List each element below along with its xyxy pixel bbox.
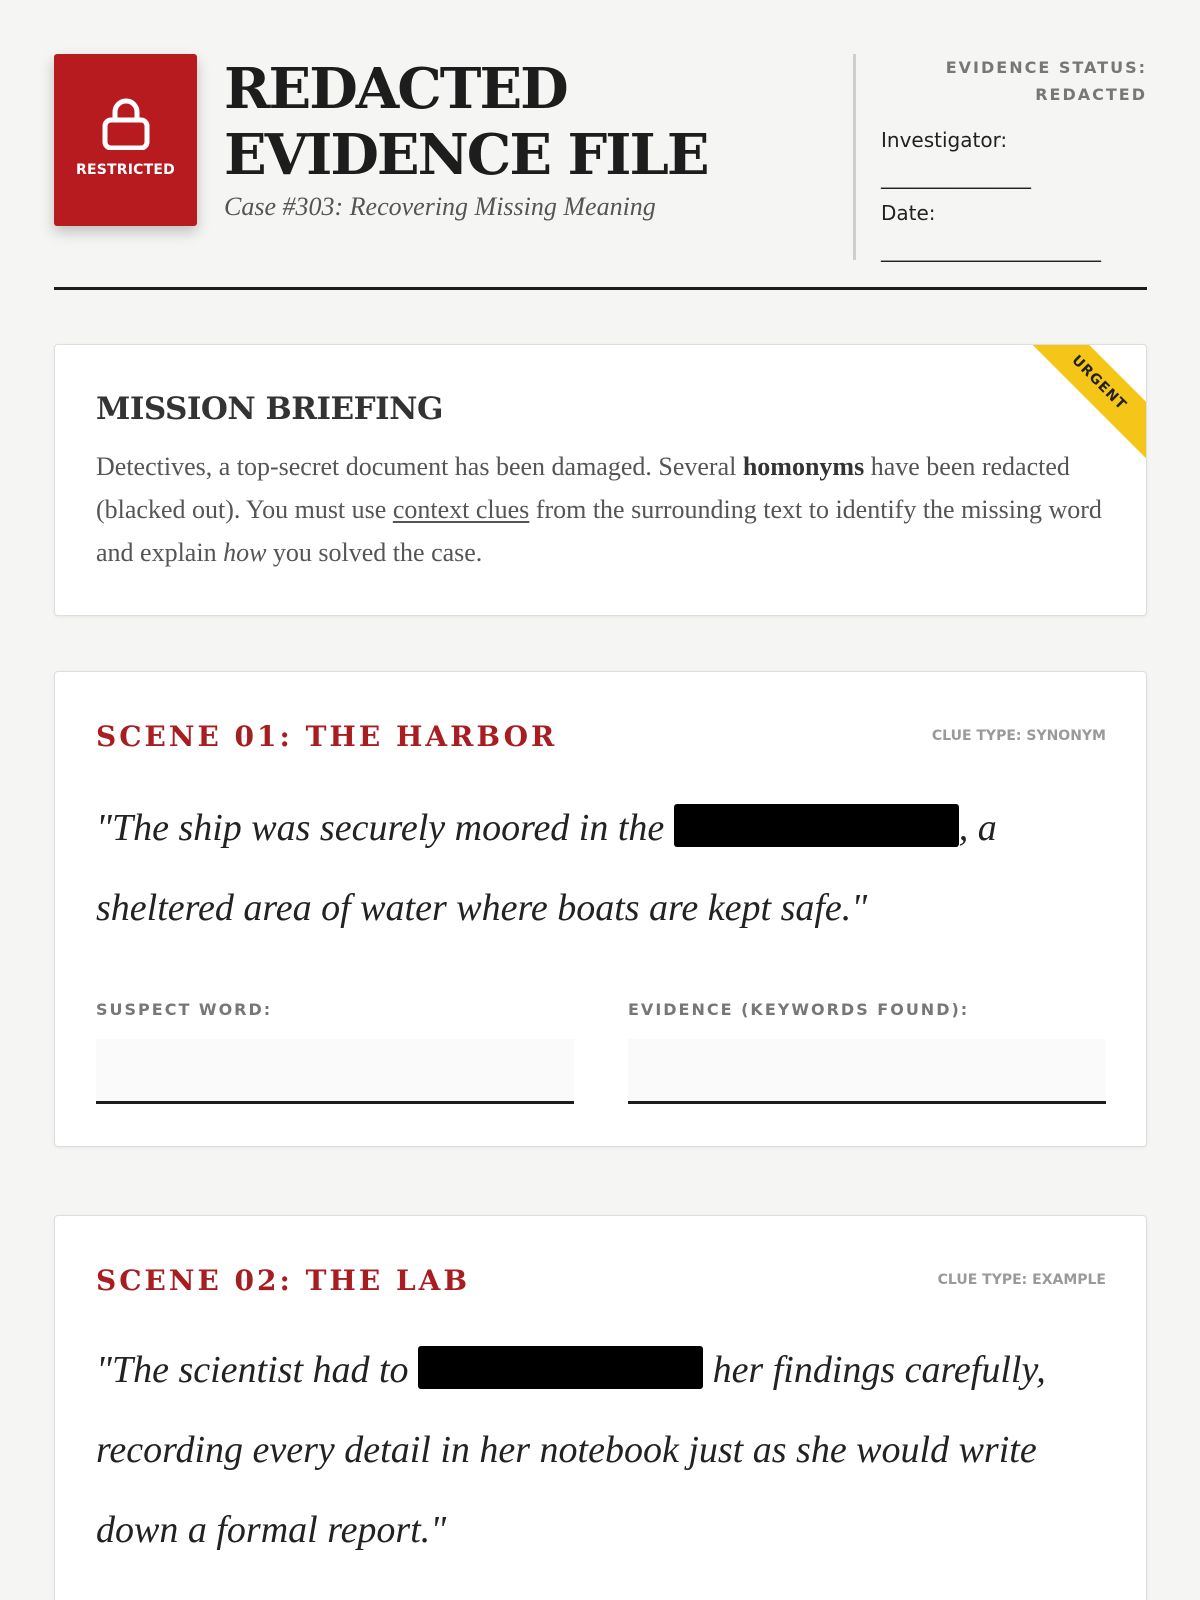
- mission-briefing-card: [54, 344, 1147, 616]
- briefing-keyword-context-clues: context clues: [392, 495, 530, 524]
- page-subtitle: Case #303: Recovering Missing Meaning: [224, 192, 656, 221]
- badge-label: RESTRICTED: [76, 162, 175, 178]
- investigator-label: Investigator:: [881, 128, 1008, 152]
- lock-icon: [102, 98, 150, 150]
- title-block: [224, 54, 849, 222]
- date-line[interactable]: ______________________: [881, 238, 1101, 262]
- briefing-text: [96, 445, 1106, 574]
- header-divider: [853, 54, 856, 260]
- briefing-text-part: from the surrounding text to identify the missing word and explain: [96, 495, 1102, 567]
- header-rule: [54, 287, 1147, 290]
- clue-type: CLUE TYPE: EXAMPLE: [937, 1272, 1106, 1288]
- evidence-status-label: EVIDENCE STATUS:: [945, 58, 1147, 77]
- redaction-bar: [418, 1346, 703, 1389]
- redaction-bar: [674, 804, 959, 847]
- page-header: [54, 54, 1147, 290]
- date-label: Date:: [881, 201, 936, 225]
- suspect-word-label: SUSPECT WORD:: [96, 1000, 273, 1019]
- restricted-badge: [54, 54, 197, 226]
- investigator-line[interactable]: _______________: [881, 165, 1031, 189]
- scene-title: SCENE 01: THE HARBOR: [96, 720, 558, 753]
- case-meta: [881, 54, 1147, 268]
- sentence-before: "The scientist had to: [96, 1349, 419, 1391]
- scene-card-lab: [54, 1215, 1147, 1600]
- briefing-text-part: Detectives, a top-secret document has been damaged. Several: [96, 452, 743, 481]
- briefing-text-part: you solved the case.: [266, 538, 483, 567]
- suspect-word-input[interactable]: [96, 1039, 574, 1104]
- scene-sentence: [96, 788, 1111, 948]
- clue-type: CLUE TYPE: SYNONYM: [931, 728, 1106, 744]
- evidence-label: EVIDENCE (KEYWORDS FOUND):: [628, 1000, 970, 1019]
- briefing-text-part: have been redacted (blacked out). You must use: [96, 452, 1070, 524]
- scene-title: SCENE 02: THE LAB: [96, 1264, 471, 1297]
- scene-sentence: [96, 1330, 1111, 1570]
- briefing-title: MISSION BRIEFING: [96, 391, 443, 427]
- sentence-after: her findings carefully, recording every detail in her notebook just as she would write down a formal report.": [96, 1349, 1046, 1551]
- scene-card-harbor: [54, 671, 1147, 1147]
- briefing-keyword-homonyms: homonyms: [742, 452, 865, 481]
- briefing-keyword-how: how: [223, 538, 267, 567]
- evidence-status-value: REDACTED: [1035, 85, 1147, 104]
- page-title: REDACTED EVIDENCE FILE: [224, 56, 708, 188]
- sentence-after: , a sheltered area of water where boats are kept safe.": [96, 807, 997, 929]
- urgent-ribbon: URGENT: [1018, 344, 1147, 464]
- sentence-before: "The ship was securely moored in the: [96, 807, 674, 849]
- evidence-input[interactable]: [628, 1039, 1106, 1104]
